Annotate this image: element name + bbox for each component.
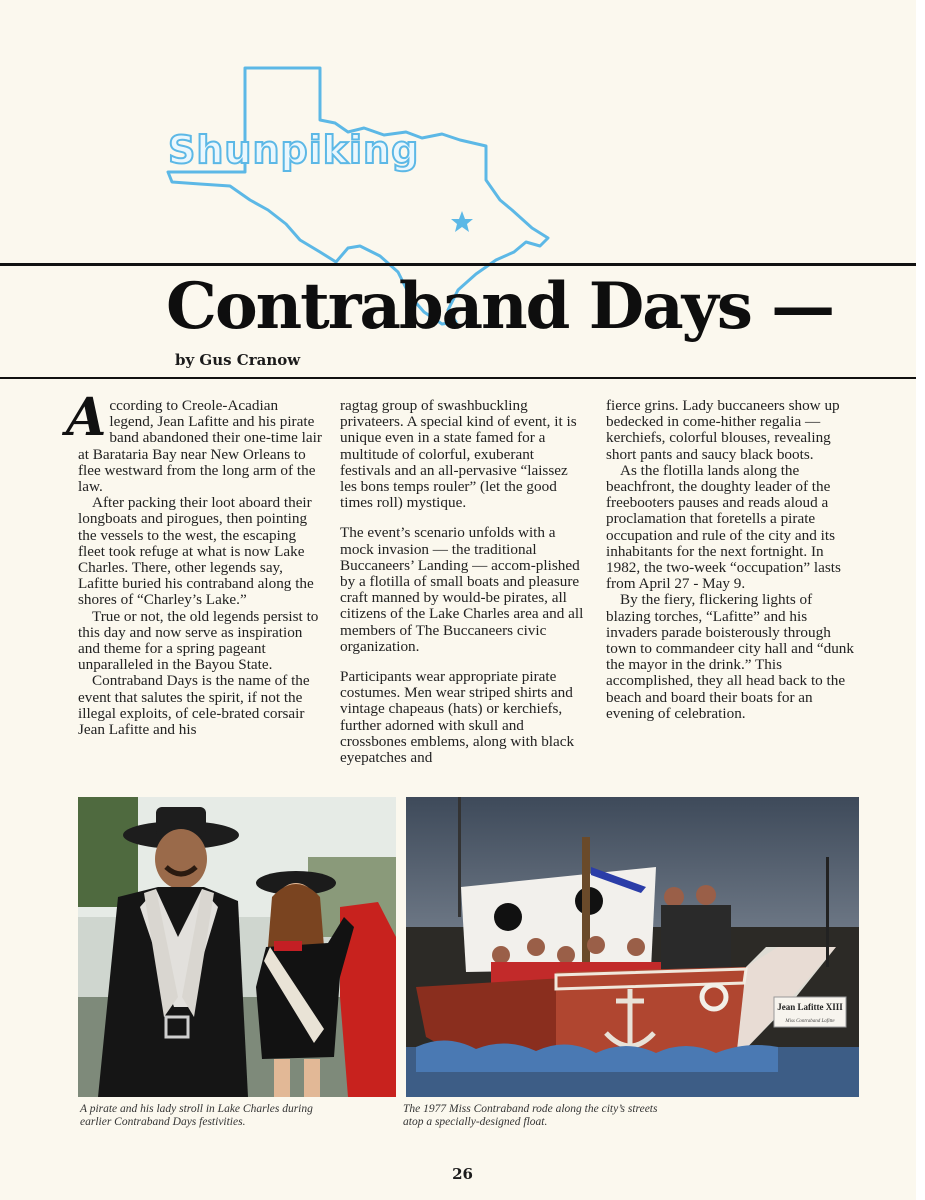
paragraph: fierce grins. Lady buccaneers show up bedecked in come-hither regalia — kerchiefs, colorful blouses, revealing short pants and saucy black boots. — [606, 397, 840, 463]
article-column-3 — [606, 398, 856, 722]
paragraph: True or not, the old legends persist to this day and now serve as inspiration and theme for a spring pageant unparalleled in the Bayou State. — [78, 607, 319, 674]
photo-caption-left: A pirate and his lady stroll in Lake Charles during earlier Contraband Days festivities. — [80, 1103, 313, 1128]
page-number: 26 — [452, 1165, 473, 1183]
photo-pirate-ship-float — [406, 797, 859, 1097]
photo-pirate-and-lady — [78, 797, 396, 1097]
paragraph: Participants wear appropriate pirate costumes. Men wear striped shirts and vintage chapeaus (hats) or kerchiefs, further adorned with skull and crossbones emblems, along with black eyepatches and — [340, 668, 575, 767]
float-sign-text: Jean Lafitte XIII — [777, 1002, 843, 1012]
photo-caption-right: The 1977 Miss Contraband rode along the city’s streets atop a specially-designed float. — [403, 1103, 658, 1128]
float-sign-subtext: Miss Contraband Lafitte — [785, 1019, 835, 1024]
paragraph: Contraband Days is the name of the event that salutes the spirit, if not the illegal exploits, of cele-brated corsair Jean Lafitte and his — [78, 672, 310, 739]
paragraph: By the fiery, flickering lights of blazing torches, “Lafitte” and his invaders parade boisterously through town to commandeer city hall and “dunk the mayor in the drink.” This accomplished, they all head back to the beach and board their boats for an evening of celebration. — [606, 591, 854, 722]
paragraph: The event’s scenario unfolds with a mock invasion — the traditional Buccaneers’ Landing — accom-plished by a flotilla of small boats and pleasure craft manned by would-be pirates, all citizens of the Lake Charles area and all members of The Buccaneers civic organization. — [340, 524, 584, 655]
paragraph: After packing their loot aboard their longboats and pirogues, then pointing the vessels to the west, the escaping fleet took refuge at what is now Lake Charles. There, other legends say, Lafitte buried his contraband along the shores of “Charley’s Lake.” — [78, 494, 314, 609]
article-column-2 — [340, 398, 586, 766]
paragraph: ccording to Creole-Acadian legend, Jean Lafitte and his pirate band abandoned their one-time lair at Barataria Bay near New Orleans to flee westward from the long arm of the law. — [78, 397, 322, 496]
header-rule-top — [0, 263, 916, 266]
page-edge — [916, 0, 925, 1200]
paragraph: As the flotilla lands along the beachfront, the doughty leader of the freebooters pauses and reads aloud a proclamation that foretells a pirate occupation and rule of the city and its inhabitants for the next fortnight. In 1982, the two-week “occupation” lasts from April 27 - May 9. — [606, 461, 841, 593]
header-rule-bottom — [0, 377, 916, 379]
section-title: Shunpiking — [168, 128, 420, 172]
article-column-1 — [66, 387, 324, 739]
headline: Contraband Days — — [166, 269, 834, 344]
paragraph: ragtag group of swashbuckling privateers. A special kind of event, it is unique even in a state famed for a multitude of colorful, exuberant festivals and an all-pervasive “laissez les bons temps rouler” (let the good times roll) mystique. — [340, 397, 577, 512]
drop-cap: A — [66, 387, 107, 448]
capital-star-icon — [451, 211, 473, 232]
byline: by Gus Cranow — [175, 351, 301, 369]
